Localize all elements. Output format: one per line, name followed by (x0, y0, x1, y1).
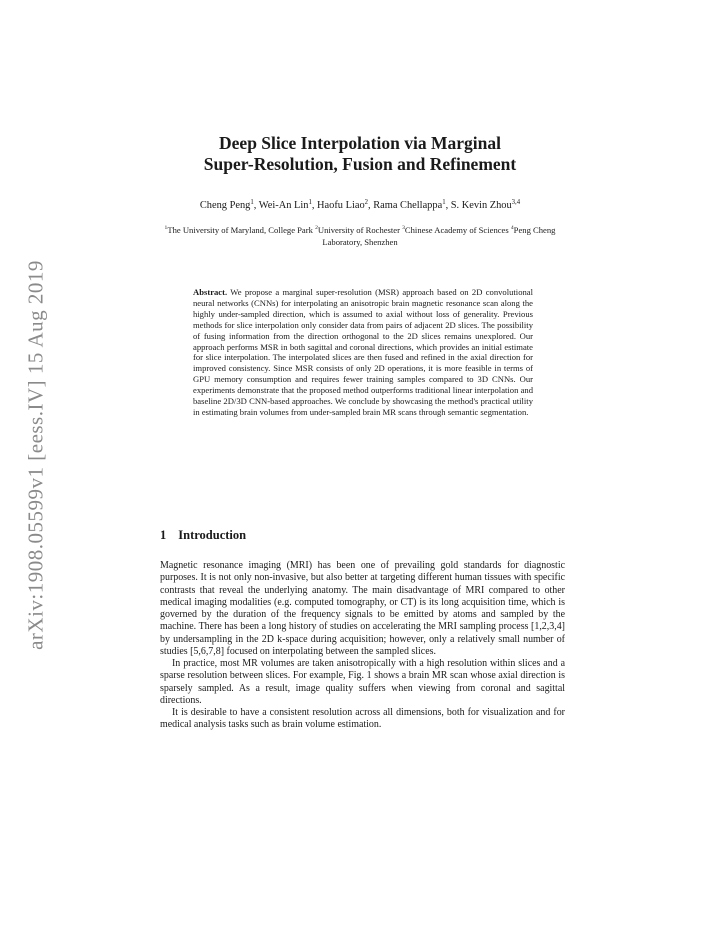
author-name: S. Kevin Zhou (450, 200, 512, 211)
body-paragraph: It is desirable to have a consistent resolution across all dimensions, both for visualization and for medical analysis tasks such as brain volume estimation. (160, 707, 565, 731)
author-name: Haofu Liao (317, 200, 365, 211)
author-name: Wei-An Lin (258, 200, 309, 211)
paper-title (0, 133, 720, 175)
author-affiliation-mark: 2 (364, 199, 369, 206)
affiliation-text: University of Rochester (317, 225, 403, 235)
author-affiliation-mark: 3,4 (511, 199, 521, 206)
author-name: Rama Chellappa (373, 200, 443, 211)
affiliation-mark: 1 (164, 225, 168, 231)
body-paragraph: Magnetic resonance imaging (MRI) has been one of prevailing gold standards for diagnostic purposes. It is not only non-invasive, but also better at targeting different human tissues with specific contrasts that reveal the underlying anatomy. The main disadvantage of MRI compared to other medical imaging modalities (e.g. computed tomography, or CT) is its long acquisition time, which is governed by the duration of the frequency signals to be emitted by atoms and sampled by the machine. There has been a long history of studies on accelerating the MRI sampling process [1,2,3,4] by undersampling in the 2D k-space during acquisition; however, only a relatively small number of studies [5,6,7,8] focused on interpolating between the sampled slices. (160, 560, 565, 657)
affiliation-block (150, 224, 570, 248)
affiliation-text: The University of Maryland, College Park (167, 225, 316, 235)
paper-title-line-2: Super-Resolution, Fusion and Refinement (203, 154, 517, 174)
affiliation-mark: 4 (510, 225, 514, 231)
author-name: Cheng Peng (199, 200, 251, 211)
affiliation-mark: 3 (402, 225, 405, 231)
abstract-body: We propose a marginal super-resolution (MSR) approach based on 2D convolutional neural networks (CNNs) for interpolating an anisotropic brain magnetic resonance scan along the highly under-sampled direction, which is assumed to axial without loss of generality. Previous methods for slice interpolation only consider data from pairs of adjacent 2D slices. The possibility of fusing information from the direction orthogonal to the 2D slices remains unexplored. Our approach performs MSR in both sagittal and coronal directions, which provides an initial estimate for slice interpolation. The interpolated slices are then fused and refined in the axial direction for improved consistency. Since MSR consists of only 2D operations, it is more feasible in terms of GPU memory consumption and requires fewer training samples compared to 3D CNNs. Our experiments demonstrate that the proposed method outperforms traditional linear interpolation and baseline 2D/3D CNN-based approaches. We conclude by showcasing the method's practical utility in estimating brain volumes from under-sampled brain MR scans through semantic segmentation. (193, 287, 533, 417)
affiliation-text: Peng Cheng Laboratory, Shenzhen (322, 225, 556, 247)
abstract-block (193, 287, 533, 418)
section-number: 1 (160, 528, 167, 542)
abstract-heading: Abstract. (193, 287, 228, 297)
affiliation-mark: 2 (315, 225, 318, 231)
section-heading (160, 528, 246, 543)
author-affiliation-mark: 1 (308, 199, 312, 206)
body-paragraph: In practice, most MR volumes are taken anisotropically with a high resolution within slices and a sparse resolution between slices. For example, Fig. 1 shows a brain MR scan whose axial direction is sparsely sampled. As a result, image quality suffers when viewing from coronal and sagittal directions. (160, 658, 565, 706)
affiliation-text: Chinese Academy of Sciences (404, 225, 511, 235)
author-affiliation-mark: 1 (442, 199, 446, 206)
author-affiliation-mark: 1 (250, 199, 254, 206)
author-list: Cheng Peng$^1$, Wei-An Lin$^1$, Haofu Liao$^2$, Rama Chellappa$^1$, S. Kevin Zhou$^{3,4}$ (199, 199, 521, 211)
body-text (160, 560, 565, 732)
paper-title-line-1: Deep Slice Interpolation via Marginal (219, 133, 501, 153)
section-title: Introduction (178, 528, 247, 542)
arxiv-identifier-text: arXiv:1908.05599v1 [eess.IV] 15 Aug 2019 (23, 260, 48, 650)
